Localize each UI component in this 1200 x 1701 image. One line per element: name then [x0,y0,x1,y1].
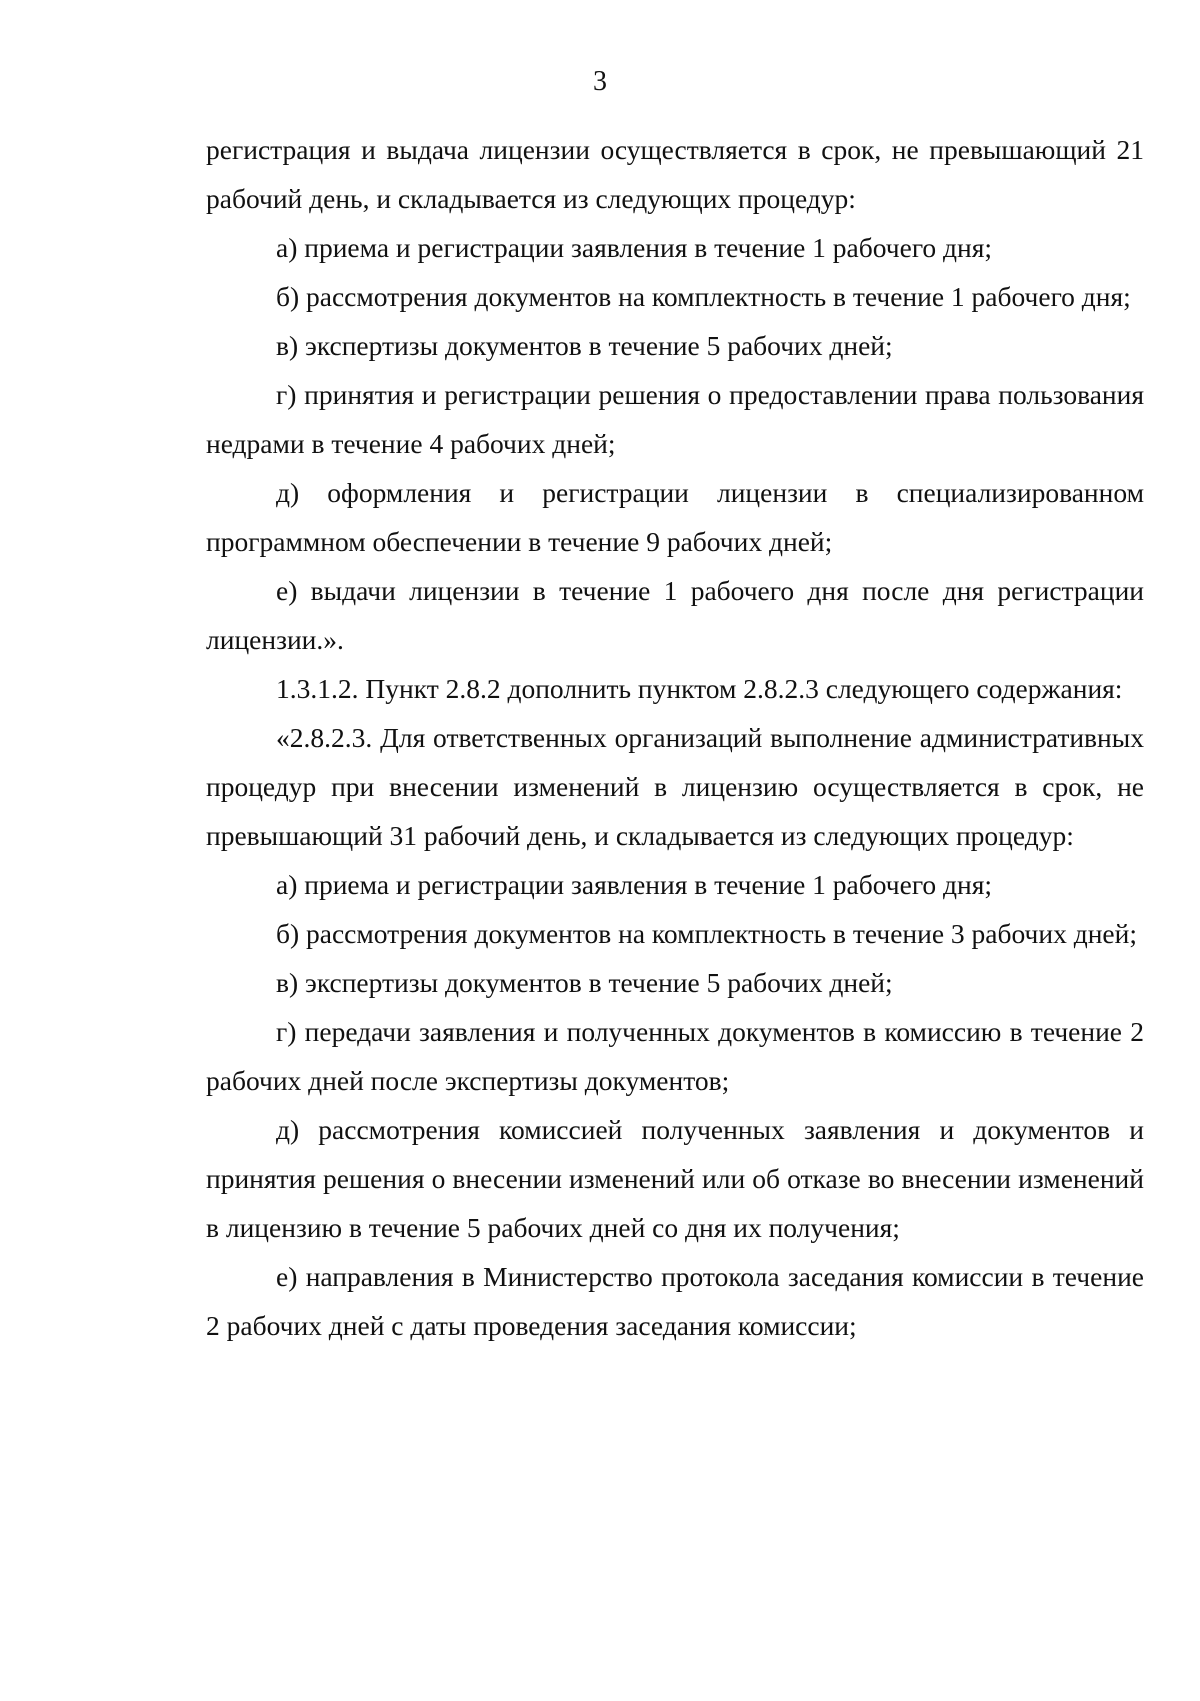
paragraph-item-v-issue: в) экспертизы документов в течение 5 рабочих дней; [276,330,893,361]
paragraph-item-e-issue: е) выдачи лицензии в течение 1 рабочего дня после дня регистрации лицензии.». [206,575,1144,655]
paragraph-item-b-issue: б) рассмотрения документов на комплектность в течение 1 рабочего дня; [276,281,1131,312]
paragraph-item-v-changes: в) экспертизы документов в течение 5 рабочих дней; [276,967,893,998]
paragraph-item-g-issue: г) принятия и регистрации решения о предоставлении права пользования недрами в течение 4 рабочих дней; [206,379,1144,459]
paragraph-clause-2-8-2-3: «2.8.2.3. Для ответственных организаций выполнение административных процедур при внесении изменений в лицензию осуществляется в срок, не превышающий 31 рабочий день, и складывается из следующих процедур: [206,722,1144,851]
paragraph-intro-continuation: регистрация и выдача лицензии осуществляется в срок, не превышающий 21 рабочий день, и складывается из следующих процедур: [206,134,1144,214]
paragraph-item-a-changes: а) приема и регистрации заявления в течение 1 рабочего дня; [276,869,993,900]
paragraph-item-b-changes: б) рассмотрения документов на комплектность в течение 3 рабочих дней; [276,918,1137,949]
paragraph-item-e-changes: е) направления в Министерство протокола заседания комиссии в течение 2 рабочих дней с даты проведения заседания комиссии; [206,1261,1144,1341]
document-body [206,125,1144,1350]
paragraph-item-d-changes: д) рассмотрения комиссией полученных заявления и документов и принятия решения о внесении изменений или об отказе во внесении изменений в лицензию в течение 5 рабочих дней со дня их получения; [206,1114,1144,1243]
page-number: 3 [593,66,607,97]
paragraph-item-a-issue: а) приема и регистрации заявления в течение 1 рабочего дня; [276,232,993,263]
paragraph-item-d-issue: д) оформления и регистрации лицензии в специализированном программном обеспечении в течение 9 рабочих дней; [206,477,1144,557]
paragraph-amendment-1-3-1-2: 1.3.1.2. Пункт 2.8.2 дополнить пунктом 2.8.2.3 следующего содержания: [276,673,1123,704]
paragraph-item-g-changes: г) передачи заявления и полученных документов в комиссию в течение 2 рабочих дней после экспертизы документов; [206,1016,1144,1096]
